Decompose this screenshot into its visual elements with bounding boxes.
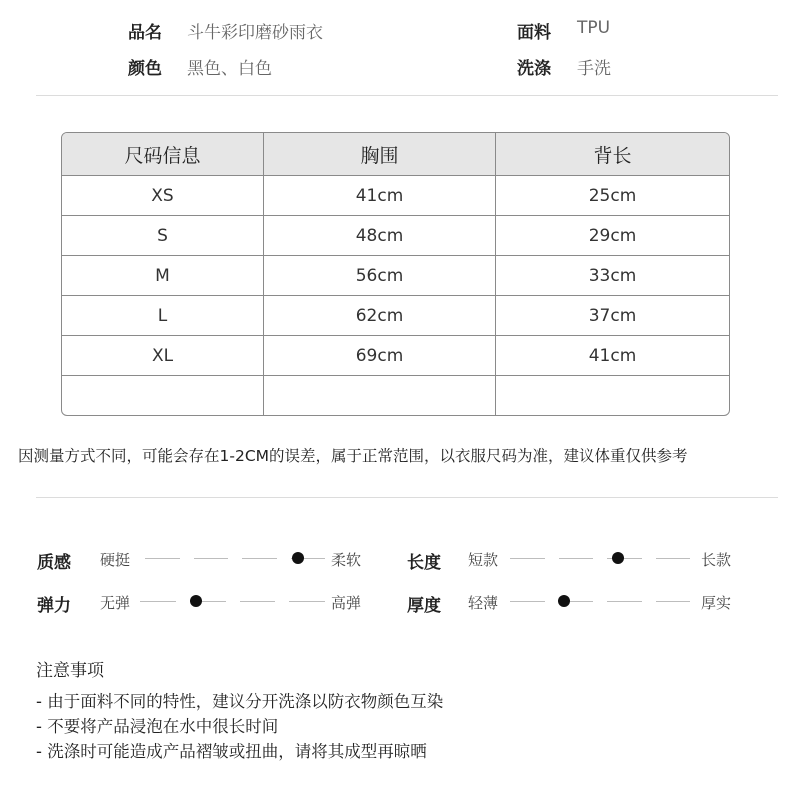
scale-segment: [289, 601, 325, 602]
cell-chest: [264, 376, 496, 415]
attribute-right-end: 柔软: [331, 551, 362, 569]
attribute-label: 质感: [37, 553, 71, 573]
header-chest: 胸围: [264, 133, 496, 176]
attribute-right-end: 长款: [701, 551, 732, 569]
cell-back-length: 25cm: [496, 176, 729, 216]
attribute-left-end: 无弹: [100, 594, 131, 612]
table-row: [62, 256, 729, 296]
size-table: [61, 132, 730, 416]
scale-segment: [242, 558, 277, 559]
cell-chest: 62cm: [264, 296, 496, 336]
attribute-right-end: 高弹: [331, 594, 362, 612]
scale-segment: [510, 601, 545, 602]
attribute-right-end: 厚实: [701, 594, 732, 612]
scale-level-dot: [292, 552, 304, 564]
cell-size: [62, 376, 264, 415]
color-value: 黑色、白色: [187, 59, 272, 79]
cautions-title: 注意事项: [36, 661, 104, 681]
scale-level-dot: [558, 595, 570, 607]
cell-back-length: 41cm: [496, 336, 729, 376]
cell-size: XS: [62, 176, 264, 216]
scale-segment: [240, 601, 276, 602]
cell-size: XL: [62, 336, 264, 376]
divider-middle: [36, 497, 778, 498]
attribute-label: 长度: [407, 553, 441, 573]
wash-value: 手洗: [577, 59, 611, 79]
table-row: [62, 176, 729, 216]
material-value: TPU: [577, 18, 611, 38]
cell-back-length: 33cm: [496, 256, 729, 296]
cell-chest: 69cm: [264, 336, 496, 376]
header-back-length: 背长: [496, 133, 729, 176]
name-label: 品名: [128, 23, 162, 43]
cell-chest: 56cm: [264, 256, 496, 296]
cell-back-length: 29cm: [496, 216, 729, 256]
scale-segment: [656, 558, 691, 559]
table-row: [62, 336, 729, 376]
material-label: 面料: [517, 23, 551, 43]
attribute-left-end: 短款: [468, 551, 499, 569]
scale-level-dot: [612, 552, 624, 564]
attribute-left-end: 硬挺: [100, 551, 131, 569]
cell-chest: 41cm: [264, 176, 496, 216]
cell-chest: 48cm: [264, 216, 496, 256]
divider-top: [36, 95, 778, 96]
cell-size: L: [62, 296, 264, 336]
scale-segment: [607, 601, 642, 602]
scale-segment: [656, 601, 691, 602]
scale-level-dot: [190, 595, 202, 607]
scale-segment: [140, 601, 176, 602]
color-label: 颜色: [128, 59, 162, 79]
attribute-label: 弹力: [37, 596, 71, 616]
cell-size: M: [62, 256, 264, 296]
attribute-left-end: 轻薄: [468, 594, 499, 612]
scale-segment: [145, 558, 180, 559]
attribute-label: 厚度: [407, 596, 441, 616]
table-header-row: [62, 133, 729, 176]
name-value: 斗牛彩印磨砂雨衣: [187, 23, 323, 43]
scale-segment: [194, 558, 229, 559]
wash-label: 洗涤: [517, 59, 551, 79]
cell-back-length: 37cm: [496, 296, 729, 336]
caution-item: - 由于面料不同的特性，建议分开洗涤以防衣物颜色互染: [36, 692, 444, 711]
cell-back-length: [496, 376, 729, 415]
cell-size: S: [62, 216, 264, 256]
caution-item: - 不要将产品浸泡在水中很长时间: [36, 717, 279, 736]
scale-segment: [510, 558, 545, 559]
scale-segment: [559, 558, 594, 559]
table-row: [62, 296, 729, 336]
table-row: [62, 216, 729, 256]
table-row: [62, 376, 729, 415]
measurement-note: 因测量方式不同，可能会存在1-2CM的误差，属于正常范围，以衣服尺码为准，建议体重仅供参考: [18, 447, 688, 465]
caution-item: - 洗涤时可能造成产品褶皱或扭曲，请将其成型再晾晒: [36, 742, 427, 761]
header-size: 尺码信息: [62, 133, 264, 176]
